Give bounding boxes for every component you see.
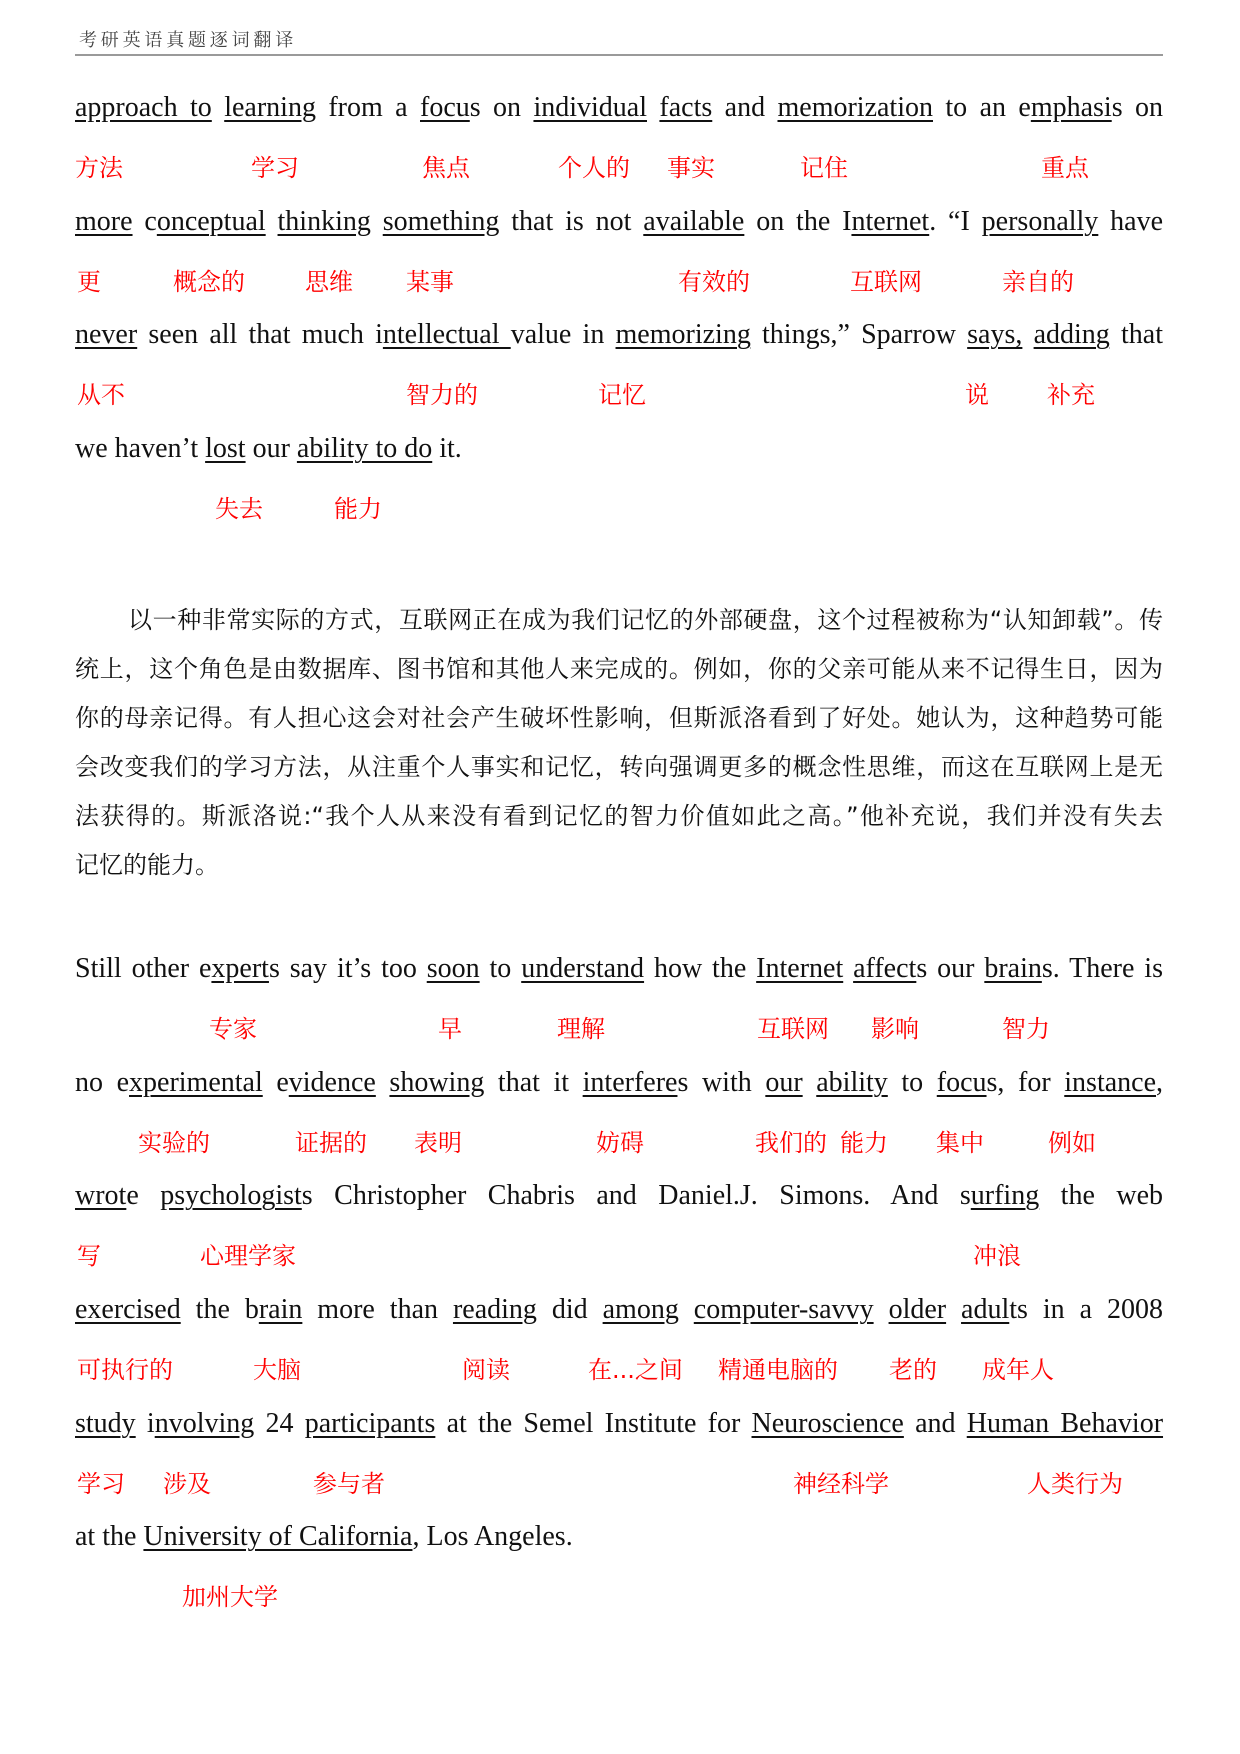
english-line: [75, 318, 1163, 352]
gloss-label: 涉及: [163, 1469, 211, 1498]
header-rule: [75, 54, 1163, 56]
text-run: to an e: [933, 92, 1031, 123]
gloss-label: 智力: [1002, 1015, 1050, 1043]
underlined-vocab-word: older: [888, 1294, 947, 1326]
interlinear-line: [75, 91, 1163, 205]
gloss-row: [75, 1015, 1163, 1043]
gloss-label: 某事: [406, 267, 454, 296]
text-run: s on: [1111, 92, 1164, 123]
english-line: [75, 1520, 1163, 1554]
chinese-translation-paragraph: [75, 596, 1163, 890]
interlinear-line: [75, 1520, 1163, 1634]
text-run: our: [245, 433, 297, 465]
gloss-label: 例如: [1048, 1128, 1096, 1157]
text-run: e: [262, 1066, 289, 1098]
gloss-row: [75, 381, 1163, 409]
interlinear-line: [75, 1407, 1163, 1521]
english-line: [75, 432, 1163, 466]
running-header-title: 考研英语真题逐词翻译: [79, 30, 297, 51]
underlined-vocab-word: thinking: [277, 205, 371, 237]
underlined-vocab-word: nternet: [851, 205, 930, 237]
text-run: that it: [484, 1066, 583, 1098]
interlinear-line: [75, 205, 1163, 319]
underlined-vocab-word: participants: [304, 1407, 436, 1439]
gloss-label: 精通电脑的: [718, 1356, 838, 1385]
gloss-label: 记忆: [598, 381, 646, 410]
underlined-vocab-word: Internet: [756, 953, 844, 984]
underlined-vocab-word: urfing: [970, 1180, 1040, 1212]
gloss-label: 有效的: [678, 267, 750, 296]
gloss-label: 早: [438, 1015, 462, 1043]
gloss-row: [75, 1356, 1163, 1384]
english-line: [75, 1407, 1163, 1441]
underlined-vocab-word: onceptual: [156, 205, 266, 237]
gloss-label: 表明: [414, 1128, 462, 1157]
underlined-vocab-word: exercised: [75, 1294, 181, 1326]
text-run: [874, 1294, 889, 1325]
text-run: [212, 92, 224, 123]
gloss-label: 加州大学: [182, 1583, 278, 1612]
text-run: value in: [510, 319, 616, 351]
text-run: no e: [75, 1066, 130, 1098]
interlinear-line: [75, 1066, 1163, 1180]
gloss-label: 重点: [1041, 154, 1089, 182]
underlined-vocab-word: rain: [258, 1294, 303, 1326]
text-run: ,: [1156, 1066, 1164, 1098]
underlined-vocab-word: interfere: [582, 1066, 678, 1098]
gloss-label: 能力: [334, 495, 382, 524]
text-run: how the: [644, 953, 757, 984]
gloss-label: 神经科学: [793, 1469, 889, 1498]
text-run: ts in a 2008: [1009, 1294, 1163, 1326]
gloss-label: 妨碍: [596, 1128, 644, 1157]
text-run: [1022, 319, 1033, 350]
underlined-vocab-word: study: [75, 1407, 136, 1439]
text-run: on the I: [744, 205, 852, 237]
underlined-vocab-word: computer-savvy: [693, 1294, 874, 1326]
translation-line: 法获得的。斯派洛说:“我个人从来没有看到记忆的智力价值如此之高。”他补充说，我们并没有失去: [75, 802, 1163, 830]
gloss-label: 学习: [77, 1469, 125, 1498]
underlined-vocab-word: adul: [961, 1294, 1010, 1326]
english-line: [75, 1179, 1163, 1213]
gloss-row: [75, 154, 1163, 182]
underlined-vocab-word: mphasi: [1030, 92, 1112, 123]
gloss-row: [75, 495, 1163, 523]
gloss-label: 说: [965, 381, 989, 410]
gloss-label: 集中: [936, 1128, 984, 1157]
gloss-label: 补充: [1047, 381, 1095, 410]
english-line: [75, 205, 1163, 239]
gloss-label: 证据的: [295, 1128, 367, 1157]
text-run: [647, 92, 659, 123]
translation-line: 以一种非常实际的方式，互联网正在成为我们记忆的外部硬盘，这个过程被称为“认知卸载”。传: [128, 606, 1163, 634]
english-line: [75, 1293, 1163, 1327]
text-run: . “I: [929, 205, 982, 237]
underlined-vocab-word: memorizing: [615, 319, 751, 351]
underlined-vocab-word: among: [602, 1294, 679, 1326]
underlined-vocab-word: ability: [816, 1066, 888, 1098]
underlined-vocab-word: nvolving: [154, 1407, 255, 1439]
text-run: c: [132, 205, 157, 237]
underlined-vocab-word: something: [382, 205, 500, 237]
text-run: [946, 1294, 961, 1325]
text-run: we haven’t: [75, 433, 206, 465]
underlined-vocab-word: adding: [1033, 319, 1110, 351]
gloss-label: 思维: [305, 267, 353, 296]
text-run: the web: [1039, 1180, 1163, 1212]
underlined-vocab-word: reading: [452, 1294, 537, 1326]
underlined-vocab-word: approach to: [75, 92, 212, 123]
underlined-vocab-word: xperimental: [129, 1066, 263, 1098]
underlined-vocab-word: affect: [853, 953, 917, 984]
gloss-row: [75, 1242, 1163, 1270]
underlined-vocab-word: University of California: [143, 1521, 413, 1553]
underlined-vocab-word: personally: [981, 205, 1099, 237]
text-run: have: [1098, 205, 1164, 237]
underlined-vocab-word: memorization: [777, 92, 933, 123]
interlinear-line: [75, 318, 1163, 432]
gloss-label: 概念的: [173, 267, 245, 296]
text-run: did: [536, 1294, 603, 1326]
interlinear-line: [75, 952, 1163, 1066]
gloss-label: 大脑: [253, 1356, 301, 1385]
underlined-vocab-word: psychologist: [160, 1180, 302, 1212]
underlined-vocab-word: understand: [521, 953, 645, 984]
translation-line: 统上，这个角色是由数据库、图书馆和其他人来完成的。例如，你的父亲可能从来不记得生日，因为: [75, 655, 1163, 683]
gloss-label: 亲自的: [1002, 267, 1074, 296]
gloss-label: 事实: [667, 154, 715, 182]
gloss-label: 可执行的: [77, 1356, 173, 1385]
text-run: that is not: [499, 205, 644, 237]
text-run: and: [903, 1407, 967, 1439]
text-run: [679, 1294, 694, 1325]
text-run: s our: [916, 953, 985, 984]
underlined-vocab-word: says,: [967, 319, 1023, 351]
underlined-vocab-word: soon: [426, 953, 480, 984]
underlined-vocab-word: focu: [420, 92, 470, 123]
interlinear-line: [75, 1293, 1163, 1407]
text-run: s on: [469, 92, 534, 123]
underlined-vocab-word: our: [765, 1066, 803, 1098]
gloss-row: [75, 1583, 1163, 1611]
text-run: e: [126, 1180, 161, 1212]
underlined-vocab-word: learning: [224, 92, 316, 123]
english-passage-1: [75, 91, 1163, 546]
english-line: [75, 91, 1163, 125]
underlined-vocab-word: more: [75, 205, 133, 237]
text-run: from a: [315, 92, 420, 123]
gloss-label: 更: [77, 267, 101, 296]
text-run: Still other e: [75, 953, 212, 984]
text-run: [371, 206, 383, 237]
underlined-vocab-word: individual: [533, 92, 647, 123]
gloss-label: 我们的: [755, 1128, 827, 1157]
text-run: to: [479, 953, 522, 984]
underlined-vocab-word: available: [643, 205, 745, 237]
english-passage-2: [75, 952, 1163, 1634]
underlined-vocab-word: Human Behavior: [966, 1407, 1164, 1439]
gloss-label: 失去: [215, 495, 263, 524]
text-run: that: [1109, 319, 1163, 351]
gloss-label: 互联网: [757, 1015, 829, 1043]
gloss-label: 从不: [77, 381, 125, 410]
underlined-vocab-word: Neuroscience: [751, 1407, 904, 1439]
underlined-vocab-word: xpert: [211, 953, 269, 984]
gloss-row: [75, 1129, 1163, 1157]
interlinear-line: [75, 1179, 1163, 1293]
gloss-label: 方法: [75, 154, 123, 182]
gloss-row: [75, 268, 1163, 296]
gloss-label: 能力: [840, 1128, 888, 1157]
text-run: s Christopher Chabris and Daniel.J. Simons. And s: [301, 1180, 971, 1212]
gloss-label: 学习: [251, 154, 299, 182]
text-run: seen all that much i: [137, 319, 383, 351]
gloss-label: 参与者: [313, 1469, 385, 1498]
gloss-row: [75, 1470, 1163, 1498]
text-run: [843, 953, 853, 984]
gloss-label: 心理学家: [200, 1242, 296, 1271]
gloss-label: 焦点: [422, 154, 470, 182]
underlined-vocab-word: lost: [205, 433, 246, 465]
text-run: s say it’s too: [268, 953, 427, 984]
underlined-vocab-word: wrot: [75, 1180, 127, 1212]
text-run: s with: [677, 1066, 766, 1098]
text-run: , Los Angeles.: [412, 1521, 573, 1553]
translation-line: 你的母亲记得。有人担心这会对社会产生破坏性影响，但斯派洛看到了好处。她认为，这种趋势可能: [75, 704, 1163, 732]
interlinear-line: [75, 432, 1163, 546]
text-run: [266, 206, 278, 237]
text-run: and: [712, 92, 778, 123]
underlined-vocab-word: facts: [659, 92, 713, 123]
text-run: the b: [180, 1294, 259, 1326]
text-run: s. There is: [1041, 953, 1163, 984]
text-run: 24: [254, 1407, 305, 1439]
underlined-vocab-word: brain: [984, 953, 1042, 984]
gloss-label: 写: [77, 1242, 101, 1271]
text-run: it.: [432, 433, 462, 465]
gloss-label: 成年人: [982, 1356, 1054, 1385]
underlined-vocab-word: instance: [1064, 1066, 1157, 1098]
text-run: more than: [302, 1294, 453, 1326]
gloss-label: 影响: [871, 1015, 919, 1043]
translation-line: 会改变我们的学习方法，从注重个人事实和记忆，转向强调更多的概念性思维，而这在互联网上是无: [75, 753, 1163, 781]
text-run: [803, 1067, 817, 1098]
gloss-label: 阅读: [462, 1356, 510, 1385]
translation-line: 记忆的能力。: [75, 851, 219, 879]
gloss-label: 实验的: [138, 1128, 210, 1157]
underlined-vocab-word: ntellectual: [382, 319, 511, 351]
gloss-label: 互联网: [850, 267, 922, 296]
gloss-label: 老的: [889, 1356, 937, 1385]
gloss-label: 个人的: [558, 154, 630, 182]
english-line: [75, 1066, 1163, 1100]
gloss-label: 在...之间: [588, 1356, 683, 1385]
text-run: things,” Sparrow: [750, 319, 968, 351]
english-line: [75, 952, 1163, 986]
gloss-label: 理解: [557, 1015, 605, 1043]
underlined-vocab-word: vidence: [288, 1066, 376, 1098]
gloss-label: 冲浪: [973, 1242, 1021, 1271]
text-run: to: [887, 1066, 937, 1098]
gloss-label: 记住: [800, 154, 848, 182]
text-run: [376, 1067, 390, 1098]
text-run: at the Semel Institute for: [435, 1407, 752, 1439]
underlined-vocab-word: showing: [389, 1066, 485, 1098]
underlined-vocab-word: focu: [936, 1066, 987, 1098]
text-run: s, for: [986, 1066, 1065, 1098]
gloss-label: 智力的: [406, 381, 478, 410]
underlined-vocab-word: never: [75, 319, 138, 351]
text-run: i: [135, 1407, 155, 1439]
text-run: at the: [75, 1521, 144, 1553]
gloss-label: 专家: [209, 1015, 257, 1043]
underlined-vocab-word: ability to do: [296, 433, 433, 465]
gloss-label: 人类行为: [1027, 1469, 1123, 1498]
